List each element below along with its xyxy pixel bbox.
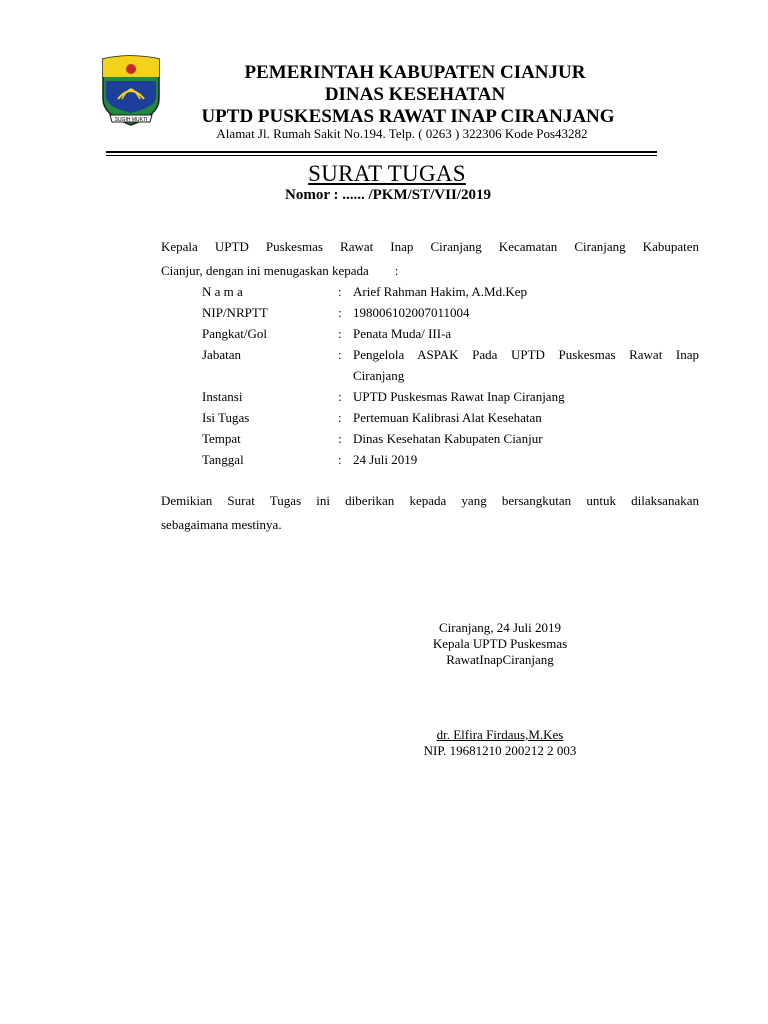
logo-motto: SUGIH MUKTI — [114, 117, 148, 123]
detail-label: NIP/NRPTT — [202, 305, 268, 320]
signatory-name: dr. Elfira Firdaus,M.Kes — [436, 727, 564, 742]
signature-position-2: RawatInapCiranjang — [446, 652, 554, 667]
detail-label: Tanggal — [202, 452, 244, 467]
detail-value: Pertemuan Kalibrasi Alat Kesehatan — [353, 410, 542, 425]
detail-row-tempat — [202, 428, 699, 449]
detail-row-jabatan — [202, 344, 699, 386]
detail-value: Arief Rahman Hakim, A.Md.Kep — [353, 284, 528, 299]
detail-label: N a m a — [202, 284, 243, 299]
detail-separator: : — [338, 410, 342, 425]
detail-label: Tempat — [202, 431, 241, 446]
document-number: Nomor : ...... /PKM/ST/VII/2019 — [285, 187, 491, 203]
detail-separator: : — [338, 284, 342, 299]
detail-row-nip — [202, 302, 699, 323]
assignee-details — [202, 281, 699, 470]
letterhead-line-1: PEMERINTAH KABUPATEN CIANJUR — [244, 62, 586, 83]
detail-separator: : — [338, 452, 342, 467]
intro-line-1: Kepala UPTD Puskesmas Rawat Inap Ciranjang Kecamatan Ciranjang Kabupaten — [161, 239, 699, 254]
detail-row-nama — [202, 281, 699, 302]
letterhead-rule-thick — [106, 151, 657, 153]
letterhead-rule-thin — [106, 155, 657, 156]
closing-line-2: sebagaimana mestinya. — [161, 517, 282, 532]
signatory-nip: NIP. 19681210 200212 2 003 — [423, 743, 577, 758]
detail-row-isi-tugas — [202, 407, 699, 428]
detail-separator: : — [338, 305, 342, 320]
detail-row-pangkat — [202, 323, 699, 344]
detail-row-instansi — [202, 386, 699, 407]
detail-value-line-2: Ciranjang — [353, 368, 405, 383]
signature-position-1: Kepala UPTD Puskesmas — [432, 636, 568, 651]
signature-place-date: Ciranjang, 24 Juli 2019 — [438, 620, 562, 635]
detail-label: Isi Tugas — [202, 410, 250, 425]
detail-separator: : — [338, 347, 342, 362]
detail-separator: : — [338, 389, 342, 404]
signature-block — [400, 620, 600, 668]
detail-label: Instansi — [202, 389, 243, 404]
closing-paragraph — [161, 489, 699, 537]
intro-paragraph — [161, 235, 699, 283]
detail-value: Penata Muda/ III-a — [353, 326, 452, 341]
detail-row-tanggal — [202, 449, 699, 470]
intro-line-2: Cianjur, dengan ini menugaskan kepada : — [161, 263, 399, 278]
detail-separator: : — [338, 326, 342, 341]
closing-line-1: Demikian Surat Tugas ini diberikan kepada yang bersangkutan untuk dilaksanakan — [161, 493, 699, 508]
detail-value-line-1: Pengelola ASPAK Pada UPTD Puskesmas Rawat Inap — [353, 347, 699, 362]
detail-value — [353, 344, 699, 386]
document-title: SURAT TUGAS — [308, 161, 466, 186]
signatory — [400, 727, 600, 759]
detail-value: 198006102007011004 — [353, 305, 470, 320]
detail-value: UPTD Puskesmas Rawat Inap Ciranjang — [353, 389, 565, 404]
letterhead-address: Alamat Jl. Rumah Sakit No.194. Telp. ( 0263 ) 322306 Kode Pos43282 — [216, 126, 588, 141]
detail-value: 24 Juli 2019 — [353, 452, 418, 467]
letterhead-line-3: UPTD PUSKESMAS RAWAT INAP CIRANJANG — [201, 106, 615, 127]
detail-value: Dinas Kesehatan Kabupaten Cianjur — [353, 431, 543, 446]
detail-separator: : — [338, 431, 342, 446]
detail-label: Jabatan — [202, 347, 241, 362]
detail-label: Pangkat/Gol — [202, 326, 267, 341]
letterhead-line-2: DINAS KESEHATAN — [324, 84, 506, 105]
